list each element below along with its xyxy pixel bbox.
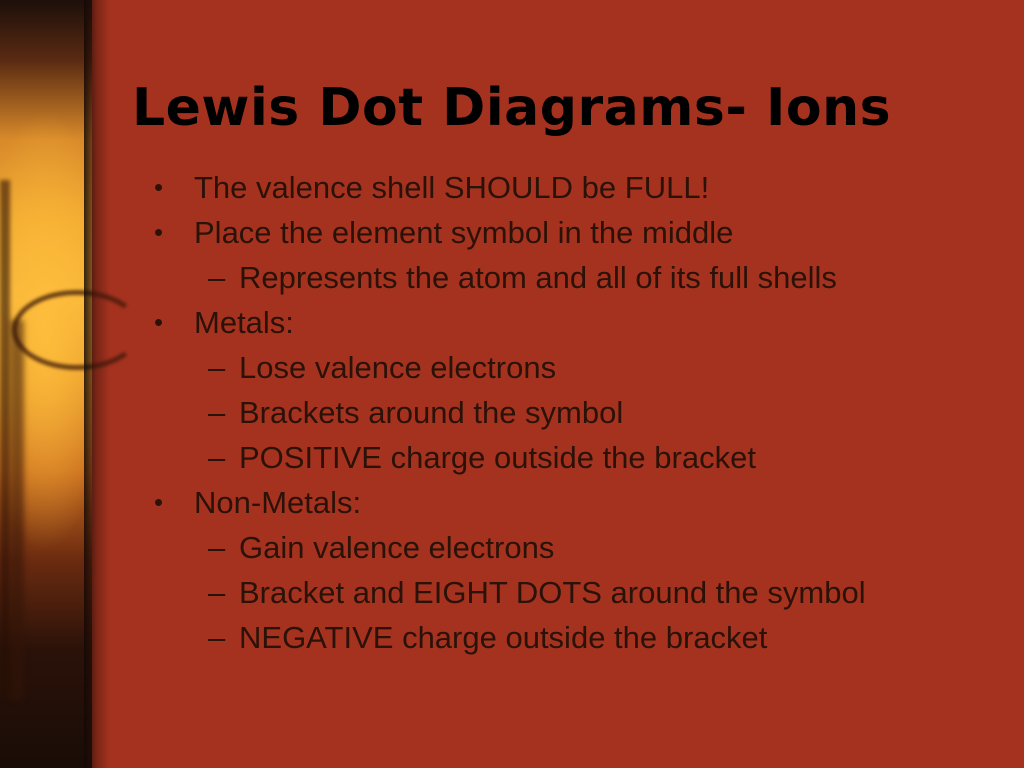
glass-rim-image <box>12 290 142 370</box>
sub-bullet-text: NEGATIVE charge outside the bracket <box>239 620 768 655</box>
bullet-text: The valence shell SHOULD be FULL! <box>194 170 710 205</box>
sub-bullet-item <box>150 435 1000 480</box>
dash-marker: – <box>208 350 226 385</box>
sub-bullet-item <box>150 390 1000 435</box>
sub-bullet-text: Bracket and EIGHT DOTS around the symbol <box>239 575 866 610</box>
dash-marker: – <box>208 260 226 295</box>
sub-bullet-text: Gain valence electrons <box>239 530 555 565</box>
sub-bullet-text: Lose valence electrons <box>239 350 557 385</box>
bullet-marker: • <box>154 487 164 517</box>
bullet-item <box>150 480 1000 525</box>
strip-edge-shadow <box>84 0 110 768</box>
sub-bullet-item <box>150 255 1000 300</box>
bullet-text: Metals: <box>194 305 294 340</box>
bullet-text: Place the element symbol in the middle <box>194 215 734 250</box>
dash-marker: – <box>208 575 226 610</box>
sub-bullet-text: POSITIVE charge outside the bracket <box>239 440 756 475</box>
sub-bullet-item <box>150 570 1000 615</box>
slide-title: Lewis Dot Diagrams- Ions <box>132 78 892 138</box>
bullet-marker: • <box>154 172 164 202</box>
bullet-item <box>150 210 1000 255</box>
photo-shadow <box>0 180 10 700</box>
bullet-item <box>150 300 1000 345</box>
bullet-item <box>150 165 1000 210</box>
sub-bullet-item <box>150 525 1000 570</box>
dash-marker: – <box>208 530 226 565</box>
dash-marker: – <box>208 620 226 655</box>
bullet-list <box>150 165 1000 660</box>
glass-body-image <box>10 320 24 700</box>
sub-bullet-item <box>150 615 1000 660</box>
bullet-marker: • <box>154 217 164 247</box>
bullet-marker: • <box>154 307 164 337</box>
dash-marker: – <box>208 440 226 475</box>
bullet-text: Non-Metals: <box>194 485 362 520</box>
sub-bullet-item <box>150 345 1000 390</box>
decorative-photo-strip <box>0 0 92 768</box>
sub-bullet-text: Represents the atom and all of its full shells <box>239 260 837 295</box>
sub-bullet-text: Brackets around the symbol <box>239 395 624 430</box>
dash-marker: – <box>208 395 226 430</box>
